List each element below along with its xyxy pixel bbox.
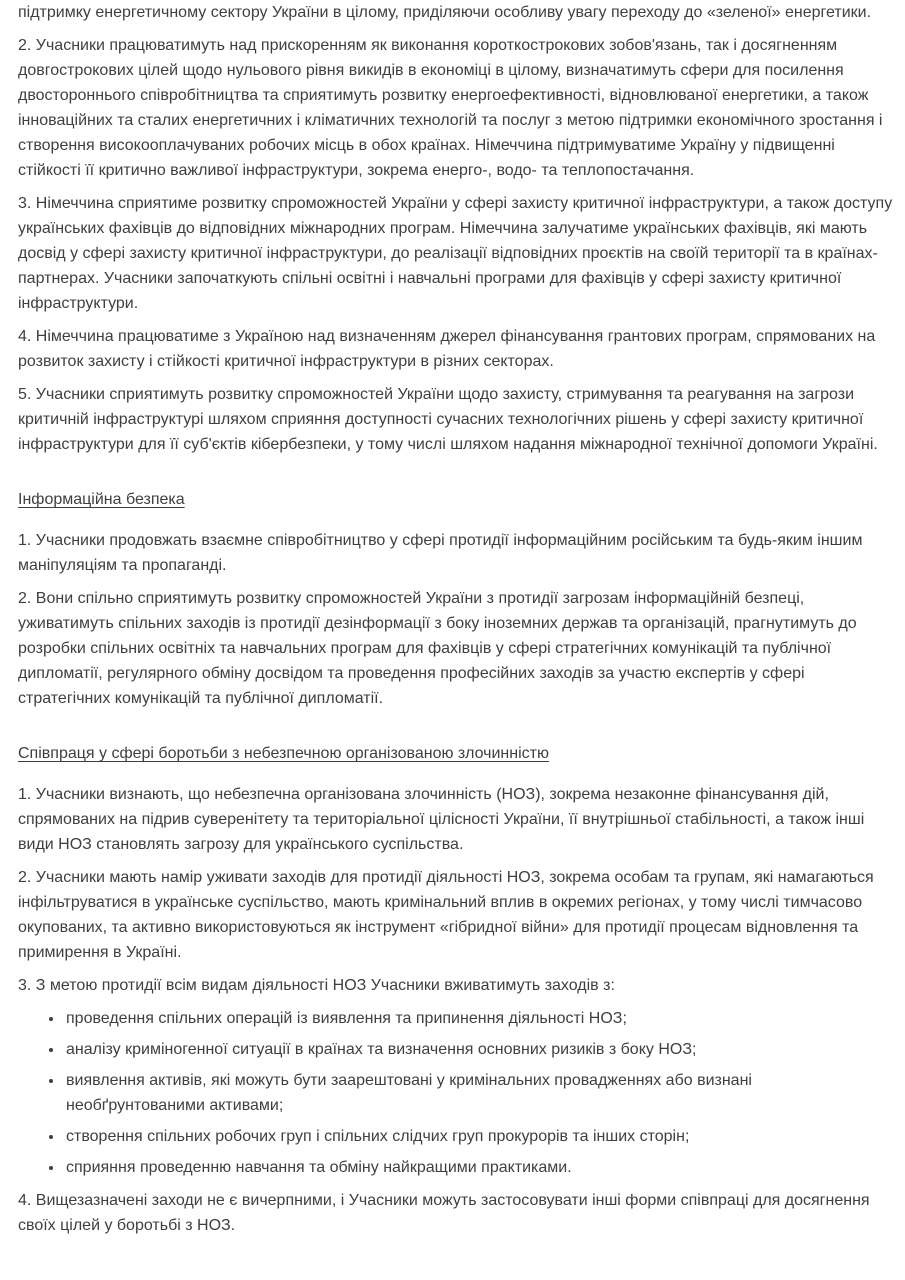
body-paragraph-crime-item-2: 2. Учасники мають намір уживати заходів для протидії діяльності НОЗ, зокрема особам та групам, які намагаються інфільтруватися в українське суспільство, мають кримінальний вплив в окремих регіонах, у тому числі тимчасово окупованих, та активно використовуються як інструмент «гібридної війни» для протидії процесам відновлення та примирення в Україні.	[18, 869, 874, 961]
bullet-item: • проведення спільних операцій із виявлення та припинення діяльності НОЗ;	[64, 1006, 893, 1031]
body-paragraph-energy-continuation: підтримку енергетичному сектору України в цілому, приділяючи особливу увагу переходу до «зеленої» енергетики.	[18, 4, 872, 21]
body-paragraph-infosec-item-2: 2. Вони спільно сприятимуть розвитку спроможностей України з протидії загрозам інформаційній безпеці, уживатимуть спільних заходів із протидії дезінформації з боку іноземних держав та організацій, прагнутимуть до розробки спільних освітніх та навчальних програм для фахівців у сфері стратегічних комунікацій та публічної дипломатії, регулярного обміну досвідом та проведення професійних заходів за участю експертів у сфері стратегічних комунікацій та публічної дипломатії.	[18, 590, 857, 707]
body-paragraph-crime-item-1: 1. Учасники визнають, що небезпечна організована злочинність (НОЗ), зокрема незаконне фінансування дій, спрямованих на підрив суверенітету та територіальної цілісності України, її внутрішньої стабільності, а також інші види НОЗ становлять загрозу для українського суспільства.	[18, 786, 865, 853]
body-paragraph-critical-infrastructure-item-4: 4. Німеччина працюватиме з Україною над визначенням джерел фінансування грантових програм, спрямованих на розвиток захисту і стійкості критичної інфраструктури в різних секторах.	[18, 328, 876, 370]
bullet-item: • виявлення активів, які можуть бути заарештовані у кримінальних провадженнях або визнані необґрунтованими активами;	[64, 1068, 893, 1118]
body-paragraph-critical-infrastructure-item-5: 5. Учасники сприятимуть розвитку спроможностей України щодо захисту, стримування та реагування на загрози критичній інфраструктурі шляхом сприяння доступності сучасних технологічних рішень у сфері захисту критичної інфраструктури для її суб'єктів кібербезпеки, у тому числі шляхом надання міжнародної технічної допомоги Україні.	[18, 386, 878, 453]
bullet-item: • сприяння проведенню навчання та обміну найкращими практиками.	[64, 1155, 893, 1180]
bullet-item: • створення спільних робочих груп і спільних слідчих груп прокурорів та інших сторін;	[64, 1124, 893, 1149]
body-paragraph-energy-item-2: 2. Учасники працюватимуть над прискоренням як виконання короткострокових зобов'язань, так і досягненням довгострокових цілей щодо нульового рівня викидів в економіці в цілому, визначатимуть сфери для посилення двостороннього співробітництва та сприятимуть розвитку енергоефективності, відновлюваної енергетики, а також інноваційних та сталих енергетичних і кліматичних технологій та послуг з метою підтримки економічного зростання і створення високооплачуваних робочих місць в обох країнах. Німеччина підтримуватиме Україну у підвищенні стійкості її критично важливої інфраструктури, зокрема енерго-, водо- та теплопостачання.	[18, 37, 883, 179]
body-paragraph-crime-item-4: 4. Вищезазначені заходи не є вичерпними, і Учасники можуть застосовувати інші форми співпраці для досягнення своїх цілей у боротьбі з НОЗ.	[18, 1192, 870, 1234]
body-paragraph-infosec-item-1: 1. Учасники продовжать взаємне співробітництво у сфері протидії інформаційним російським та будь-яким іншим маніпуляціям та пропаганді.	[18, 532, 863, 574]
body-paragraph-crime-item-3: 3. З метою протидії всім видам діяльності НОЗ Учасники вживатимуть заходів з:	[18, 977, 615, 994]
section-heading-information-security: Інформаційна безпека	[18, 491, 185, 508]
bullet-item: • аналізу криміногенної ситуації в країнах та визначення основних ризиків з боку НОЗ;	[64, 1037, 893, 1062]
bullet-list-crime-measures	[18, 1006, 893, 1180]
body-paragraph-critical-infrastructure-item-3: 3. Німеччина сприятиме розвитку спроможностей України у сфері захисту критичної інфраструктури, а також доступу українських фахівців до відповідних міжнародних програм. Німеччина залучатиме українських фахівців, які мають досвід у сфері захисту критичної інфраструктури, до реалізації відповідних проєктів на своїй території та в країнах-партнерах. Учасники започаткують спільні освітні і навчальні програми для фахівців у сфері захисту критичної інфраструктури.	[18, 195, 893, 312]
section-heading-organized-crime-cooperation: Співпраця у сфері боротьби з небезпечною організованою злочинністю	[18, 745, 549, 762]
